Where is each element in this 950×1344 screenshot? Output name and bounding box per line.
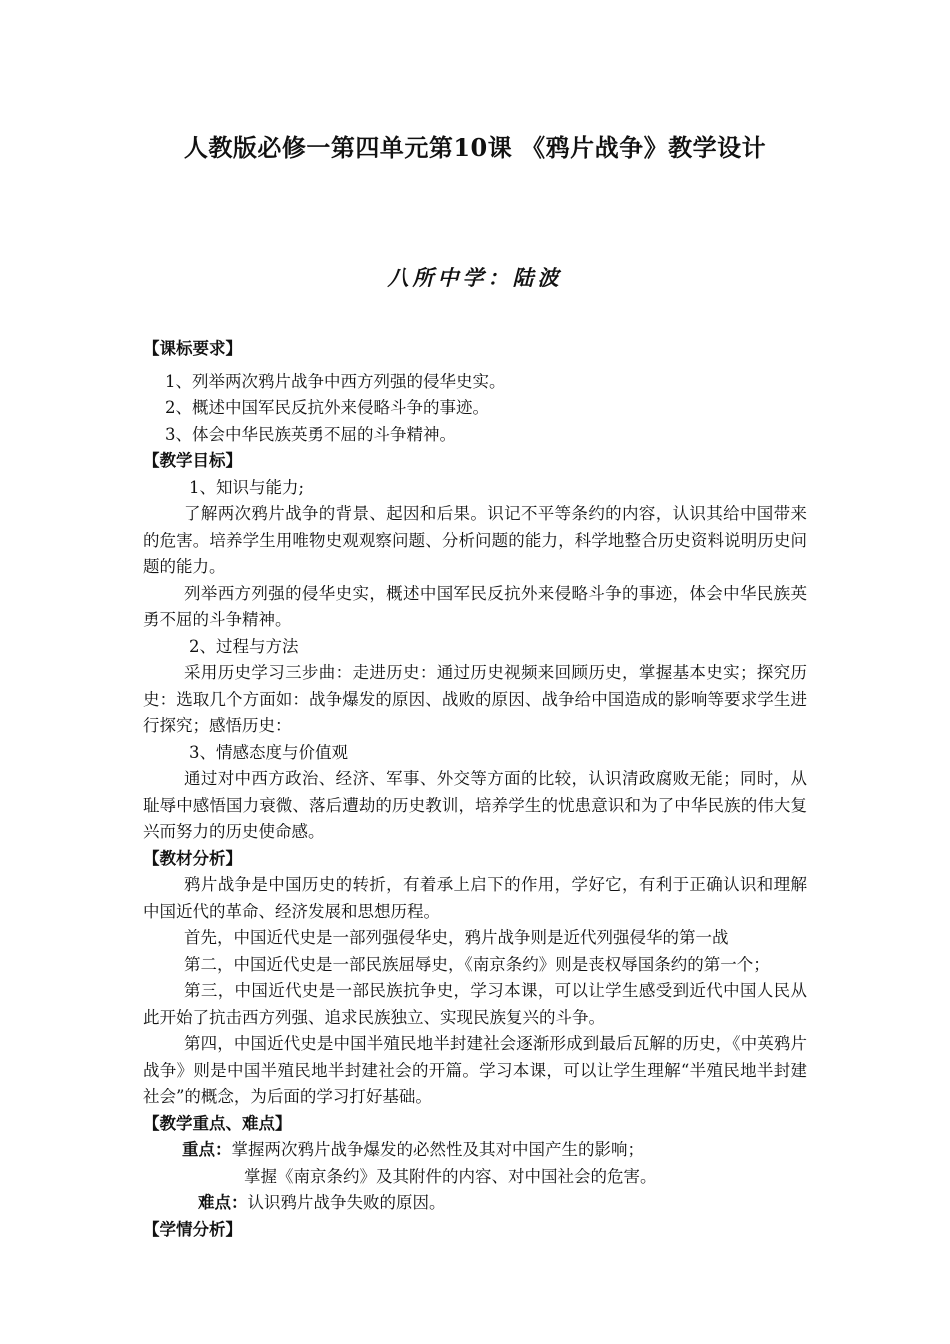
mubiao-paragraph-3: 采用历史学习三步曲：走进历史：通过历史视频来回顾历史，掌握基本史实；探究历史：选取几个方面如：战争爆发的原因、战败的原因、战争给中国造成的影响等要求学生进行探究；感悟历史：: [143, 663, 807, 735]
section-heading-mubiao: 【教学目标】: [143, 451, 242, 470]
key-point-1: 掌握两次鸦片战争爆发的必然性及其对中国产生的影响；: [231, 1140, 644, 1159]
kebiao-item-1: 1、列举两次鸦片战争中西方列强的侵华史实。: [165, 371, 506, 391]
mubiao-paragraph-1: 了解两次鸦片战争的背景、起因和后果。识记不平等条约的内容，认识其给中国带来的危害。培养学生用唯物史观观察问题、分析问题的能力，科学地整合历史资料说明历史问题的能力。: [143, 504, 807, 576]
key-point-row-1: [143, 1137, 807, 1164]
difficulty-1: 认识鸦片战争失败的原因。: [247, 1193, 446, 1212]
mubiao-sub-2: 2、过程与方法: [189, 636, 299, 656]
jiaocai-paragraph-3: 第二，中国近代史是一部民族屈辱史，《南京条约》则是丧权辱国条约的第一个；: [184, 954, 770, 974]
key-point-label: 重点：: [182, 1140, 232, 1159]
jiaocai-paragraph-5: 第四，中国近代史是中国半殖民地半封建社会逐渐形成到最后瓦解的历史，《中英鸦片战争》则是中国半殖民地半封建社会的开篇。学习本课，可以让学生理解“半殖民地半封建社会”的概念，为后面的学习打好基础。: [143, 1034, 807, 1106]
section-heading-xueqing: 【学情分析】: [143, 1219, 242, 1239]
mubiao-paragraph-2: 列举西方列强的侵华史实，概述中国军民反抗外来侵略斗争的事迹，体会中华民族英勇不屈的斗争精神。: [143, 583, 807, 629]
difficulty-row: [143, 1190, 807, 1217]
kebiao-item-3: 3、体会中华民族英勇不屈的斗争精神。: [165, 424, 456, 444]
document-title: 人教版必修一第四单元第10课 《鸦片战争》教学设计: [183, 133, 767, 162]
jiaocai-paragraph-1: 鸦片战争是中国历史的转折，有着承上启下的作用，学好它，有利于正确认识和理解中国近代的革命、经济发展和思想历程。: [143, 875, 807, 921]
mubiao-sub-3: 3、情感态度与价值观: [189, 742, 348, 762]
key-point-2: 掌握《南京条约》及其附件的内容、对中国社会的危害。: [244, 1166, 657, 1186]
jiaocai-paragraph-2: 首先，中国近代史是一部列强侵华史，鸦片战争则是近代列强侵华的第一战: [184, 928, 729, 947]
jiaocai-paragraph-4: 第三，中国近代史是一部民族抗争史，学习本课，可以让学生感受到近代中国人民从此开始了抗击西方列强、追求民族独立、实现民族复兴的斗争。: [143, 981, 807, 1027]
section-heading-zhongdian: 【教学重点、难点】: [143, 1113, 292, 1133]
kebiao-item-2: 2、概述中国军民反抗外来侵略斗争的事迹。: [165, 398, 489, 417]
section-heading-kebiao: 【课标要求】: [143, 339, 242, 358]
document-body: [143, 336, 807, 1243]
mubiao-paragraph-4: 通过对中西方政治、经济、军事、外交等方面的比较，认识清政腐败无能；同时，从耻辱中感悟国力衰微、落后遭劫的历史教训，培养学生的忧患意识和为了中华民族的伟大复兴而努力的历史使命感。: [143, 769, 807, 841]
author-line: 八所中学：陆波: [387, 265, 563, 290]
mubiao-sub-1: 1、知识与能力;: [189, 477, 305, 497]
section-heading-jiaocai: 【教材分析】: [143, 848, 242, 868]
difficulty-label: 难点：: [198, 1193, 248, 1212]
